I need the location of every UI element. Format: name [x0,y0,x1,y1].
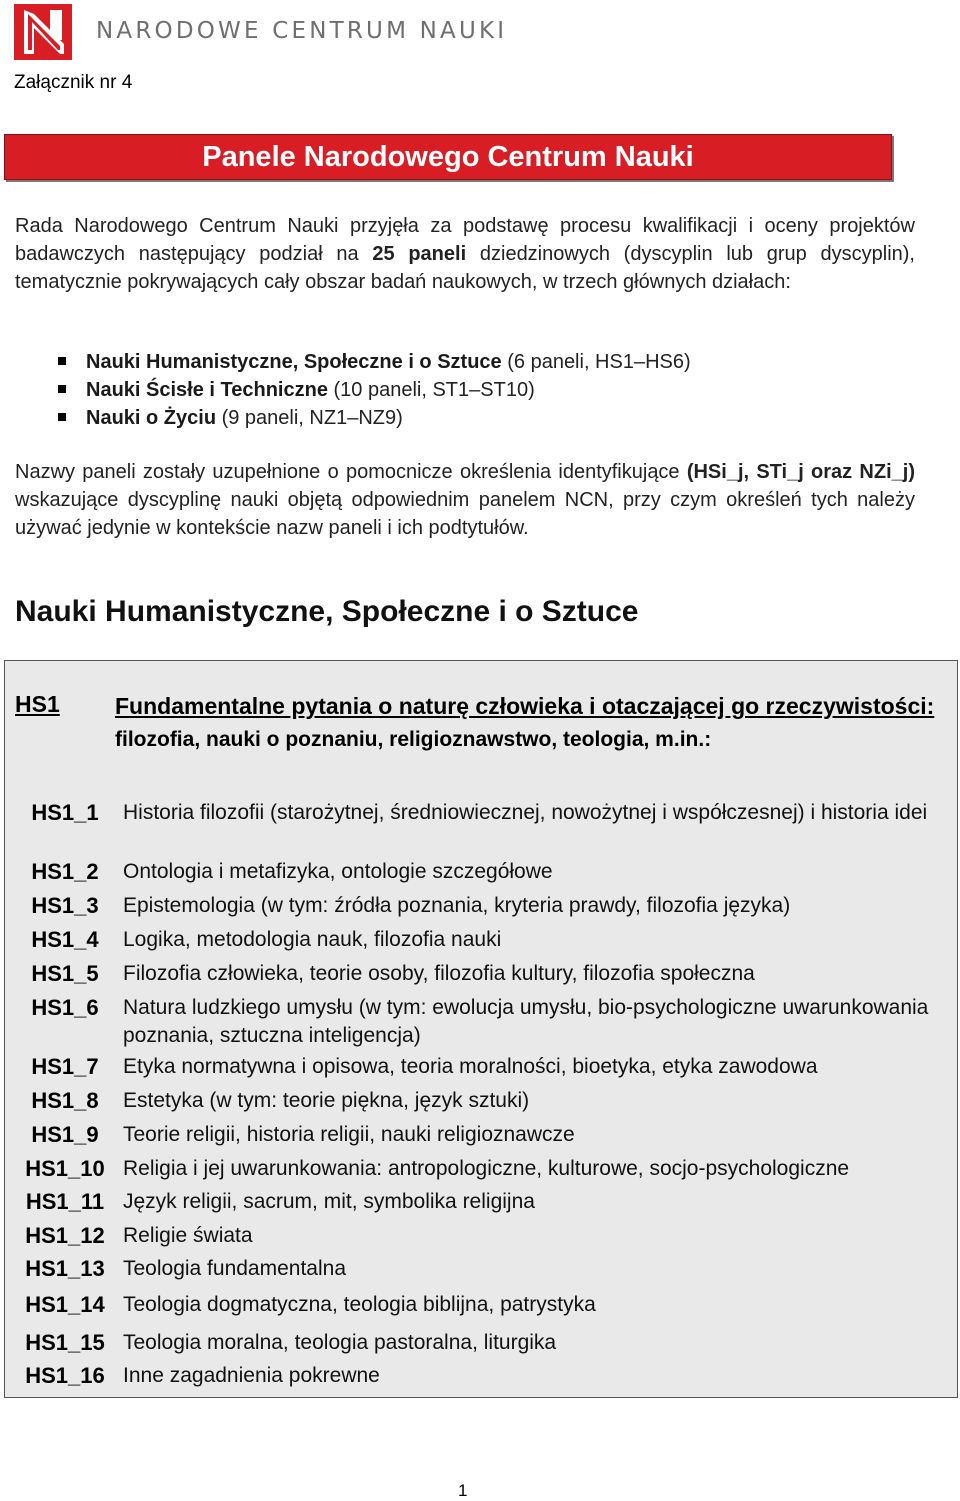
square-bullet-icon [58,413,66,421]
ncn-logo [14,4,72,60]
attachment-label: Załącznik nr 4 [14,72,133,93]
panel-title: Fundamentalne pytania o naturę człowieka i otaczającej go rzeczywistości: filozofia, nauki o poznaniu, religioznawstwo, teologia, m.in.: [115,693,935,751]
intro-paragraph: Rada Narodowego Centrum Nauki przyjęła za podstawę procesu kwalifikacji i oceny projektów badawczych następujący podział na 25 paneli dziedzinowych (dyscyplin lub grup dyscyplin), tematycznie pokrywających cały obszar badań naukowych, w trzech głównych działach: [15,215,915,293]
list-item: Nauki Humanistyczne, Społeczne i o Sztuce (6 paneli, HS1–HS6) [58,348,691,376]
logo-text: NARODOWE CENTRUM NAUKI [96,18,508,44]
panel-code: HS1 [15,691,60,717]
square-bullet-icon [58,385,66,393]
page-number: 1 [458,1481,468,1500]
section-title: Nauki Humanistyczne, Społeczne i o Sztuce [15,595,639,628]
ncn-logo-icon [14,4,72,60]
list-item: Nauki Ścisłe i Techniczne (10 paneli, ST1–ST10) [58,376,691,404]
areas-list [58,348,691,432]
banner-title: Panele Narodowego Centrum Nauki [202,140,694,173]
list-item: Nauki o Życiu (9 paneli, NZ1–NZ9) [58,404,691,432]
panel-hs1-box: HS1 Fundamentalne pytania o naturę człowieka i otaczającej go rzeczywistości: filozofia, nauki o poznaniu, religioznawstwo, teologia, m.in.: HS1_1 Historia filozofii (starożytnej, średniowiecznej, nowożytnej i współczesnej) i historia idei HS1_2 Ontologia i metafizyka, ontologie szczegółowe HS1_3 Epistemologia (w tym: źródła poznania, kryteria prawdy, filozofia języka) HS1_4 Logika, metodologia nauk, filozofia nauki HS1_5 Filozofia człowieka, teorie osoby, filozofia kultury, filozofia społeczna HS1_6 Natura ludzkiego umysłu (w tym: ewolucja umysłu, bio-psychologiczne uwarunkowania poznania, sztuczna inteligencja) HS1_7 Etyka normatywna i opisowa, teoria moralności, bioetyka, etyka zawodowa HS1_8 Estetyka (w tym: teorie piękna, język sztuki) HS1_9 Teorie religii, historia religii, nauki religioznawcze HS1_10 Religia i jej uwarunkowania: antropologiczne, kulturowe, socjo-psychologiczne HS1_11 Język religii, sacrum, mit, symbolika religijna HS1_12 Religie świata HS1_13 Teologia fundamentalna HS1_14 Teologia dogmatyczna, teologia biblijna, patrystyka HS1_15 Teologia moralna, teologia pastoralna, liturgika HS1_16 Inne zagadnienia pokrewne [4,660,958,1398]
title-banner [4,134,892,180]
square-bullet-icon [58,357,66,365]
note-paragraph: Nazwy paneli zostały uzupełnione o pomocnicze określenia identyfikujące (HSi_j, STi_j oraz NZi_j) wskazujące dyscyplinę nauki objętą odpowiednim panelem NCN, przy czym określeń tych należy używać jedynie w kontekście nazw paneli i ich podtytułów. [15,461,915,539]
